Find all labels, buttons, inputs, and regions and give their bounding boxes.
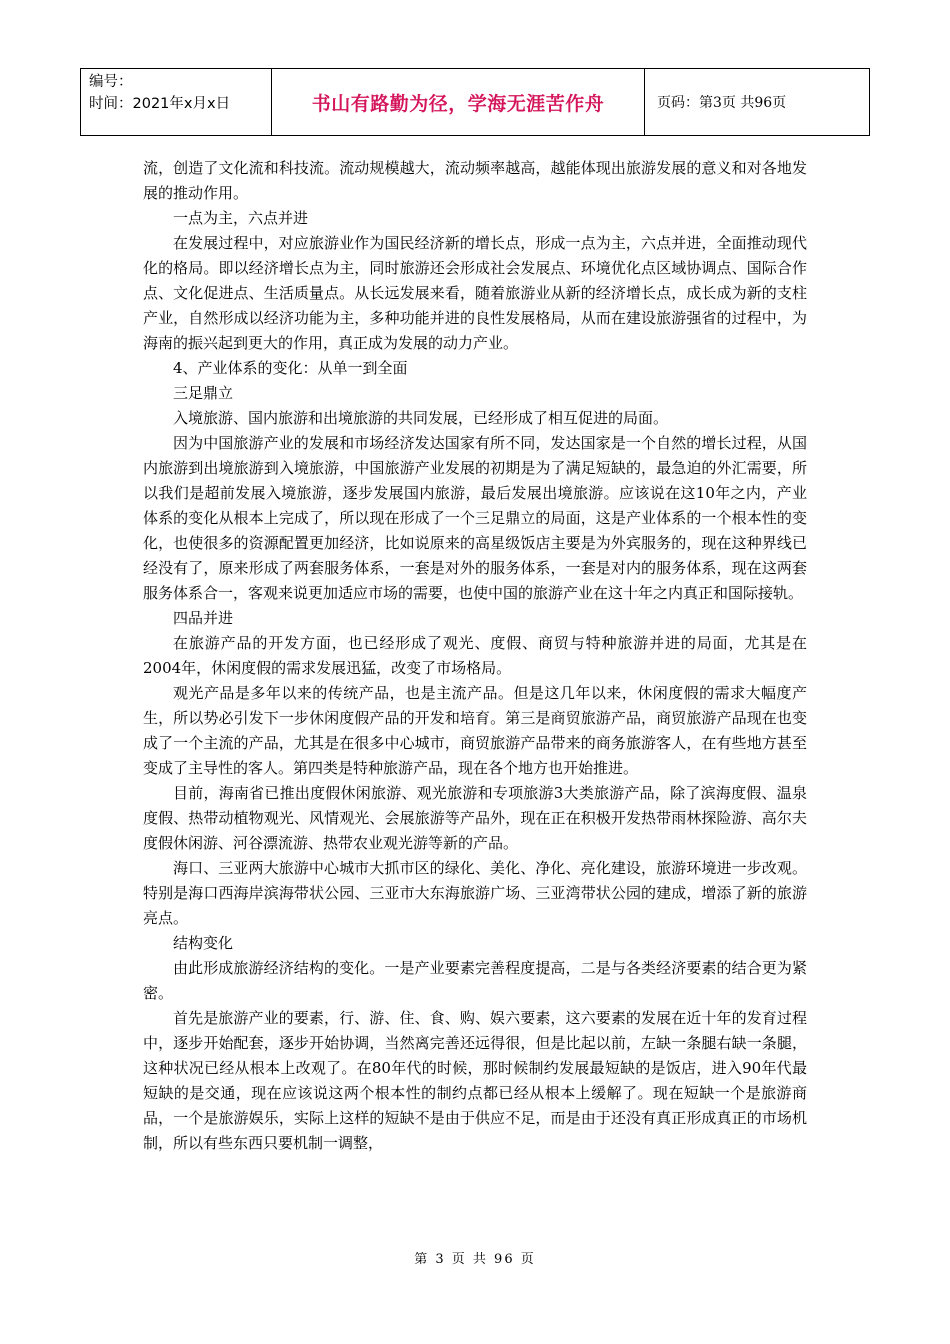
body-paragraph: 在发展过程中，对应旅游业作为国民经济新的增长点，形成一点为主，六点并进，全面推动现代化的格局。即以经济增长点为主，同时旅游还会形成社会发展点、环境优化点区域协调点、国际合作点、文化促进点、生活质量点。从长远发展来看，随着旅游业从新的经济增长点，成长成为新的支柱产业，自然形成以经济功能为主，多种功能并进的良性发展格局，从而在建设旅游强省的过程中，为海南的振兴起到更大的作用，真正成为发展的动力产业。 [143,234,807,352]
section-subheading: 一点为主，六点并进 [173,209,309,227]
header-page-info: 页码：第3页 共96页 [657,95,787,111]
body-paragraph: 因为中国旅游产业的发展和市场经济发达国家有所不同，发达国家是一个自然的增长过程，从国内旅游到出境旅游到入境旅游，中国旅游产业发展的初期是为了满足短缺的，最急迫的外汇需要，所以我们是超前发展入境旅游，逐步发展国内旅游，最后发展出境旅游。应该说在这10年之内，产业体系的变化从根本上完成了，所以现在形成了一个三足鼎立的局面，这是产业体系的一个根本性的变化，也使很多的资源配置更加经济，比如说原来的高星级饭店主要是为外宾服务的，现在这种界线已经没有了，原来形成了两套服务体系，一套是对外的服务体系，一套是对内的服务体系，现在这两套服务体系合一，客观来说更加适应市场的需要，也使中国的旅游产业在这十年之内真正和国际接轨。 [143,434,807,602]
body-paragraph: 首先是旅游产业的要素，行、游、住、食、购、娱六要素，这六要素的发展在近十年的发育过程中，逐步开始配套，逐步开始协调，当然离完善还远得很，但是比起以前，左缺一条腿右缺一条腿，这种状况已经从根本上改观了。在80年代的时候，那时候制约发展最短缺的是饭店，进入90年代最短缺的是交通，现在应该说这两个根本性的制约点都已经从根本上缓解了。现在短缺一个是旅游商品，一个是旅游娱乐，实际上这样的短缺不是由于供应不足，而是由于还没有真正形成真正的市场机制，所以有些东西只要机制一调整， [143,1009,807,1152]
section-subheading: 结构变化 [173,934,234,952]
header-motto-cell [272,69,645,136]
body-paragraph: 观光产品是多年以来的传统产品，也是主流产品。但是这几年以来，休闲度假的需求大幅度产生，所以势必引发下一步休闲度假产品的开发和培育。第三是商贸旅游产品，商贸旅游产品现在也变成了一个主流的产品，尤其是在很多中心城市，商贸旅游产品带来的商务旅游客人，在有些地方甚至变成了主导性的客人。第四类是特种旅游产品，现在各个地方也开始推进。 [143,684,807,777]
date-label: 时间：2021年x月x日 [89,96,231,112]
header-page-info-cell [645,69,870,136]
document-header [80,68,870,136]
body-paragraph: 入境旅游、国内旅游和出境旅游的共同发展，已经形成了相互促进的局面。 [173,409,669,427]
body-paragraph: 目前，海南省已推出度假休闲旅游、观光旅游和专项旅游3大类旅游产品，除了滨海度假、温泉度假、热带动植物观光、风情观光、会展旅游等产品外，现在正在积极开发热带雨林探险游、高尔夫度假休闲游、河谷漂流游、热带农业观光游等新的产品。 [143,784,807,852]
body-paragraph: 流，创造了文化流和科技流。流动规模越大，流动频率越高，越能体现出旅游发展的意义和对各地发展的推动作用。 [143,159,807,202]
section-subheading: 四品并进 [173,609,234,627]
section-subheading: 三足鼎立 [173,384,234,402]
section-heading: 4、产业体系的变化：从单一到全面 [173,359,408,377]
document-body [143,156,807,1156]
header-meta-cell [81,69,272,136]
body-paragraph: 在旅游产品的开发方面，也已经形成了观光、度假、商贸与特种旅游并进的局面，尤其是在2004年，休闲度假的需求发展迅猛，改变了市场格局。 [143,634,807,677]
body-paragraph: 由此形成旅游经济结构的变化。一是产业要素完善程度提高，二是与各类经济要素的结合更为紧密。 [143,959,807,1002]
number-label: 编号： [89,74,133,90]
header-motto: 书山有路勤为径，学海无涯苦作舟 [311,92,605,115]
page-footer: 第 3 页 共 96 页 [414,1252,536,1267]
body-paragraph: 海口、三亚两大旅游中心城市大抓市区的绿化、美化、净化、亮化建设，旅游环境进一步改观。特别是海口西海岸滨海带状公园、三亚市大东海旅游广场、三亚湾带状公园的建成，增添了新的旅游亮点。 [143,859,807,927]
